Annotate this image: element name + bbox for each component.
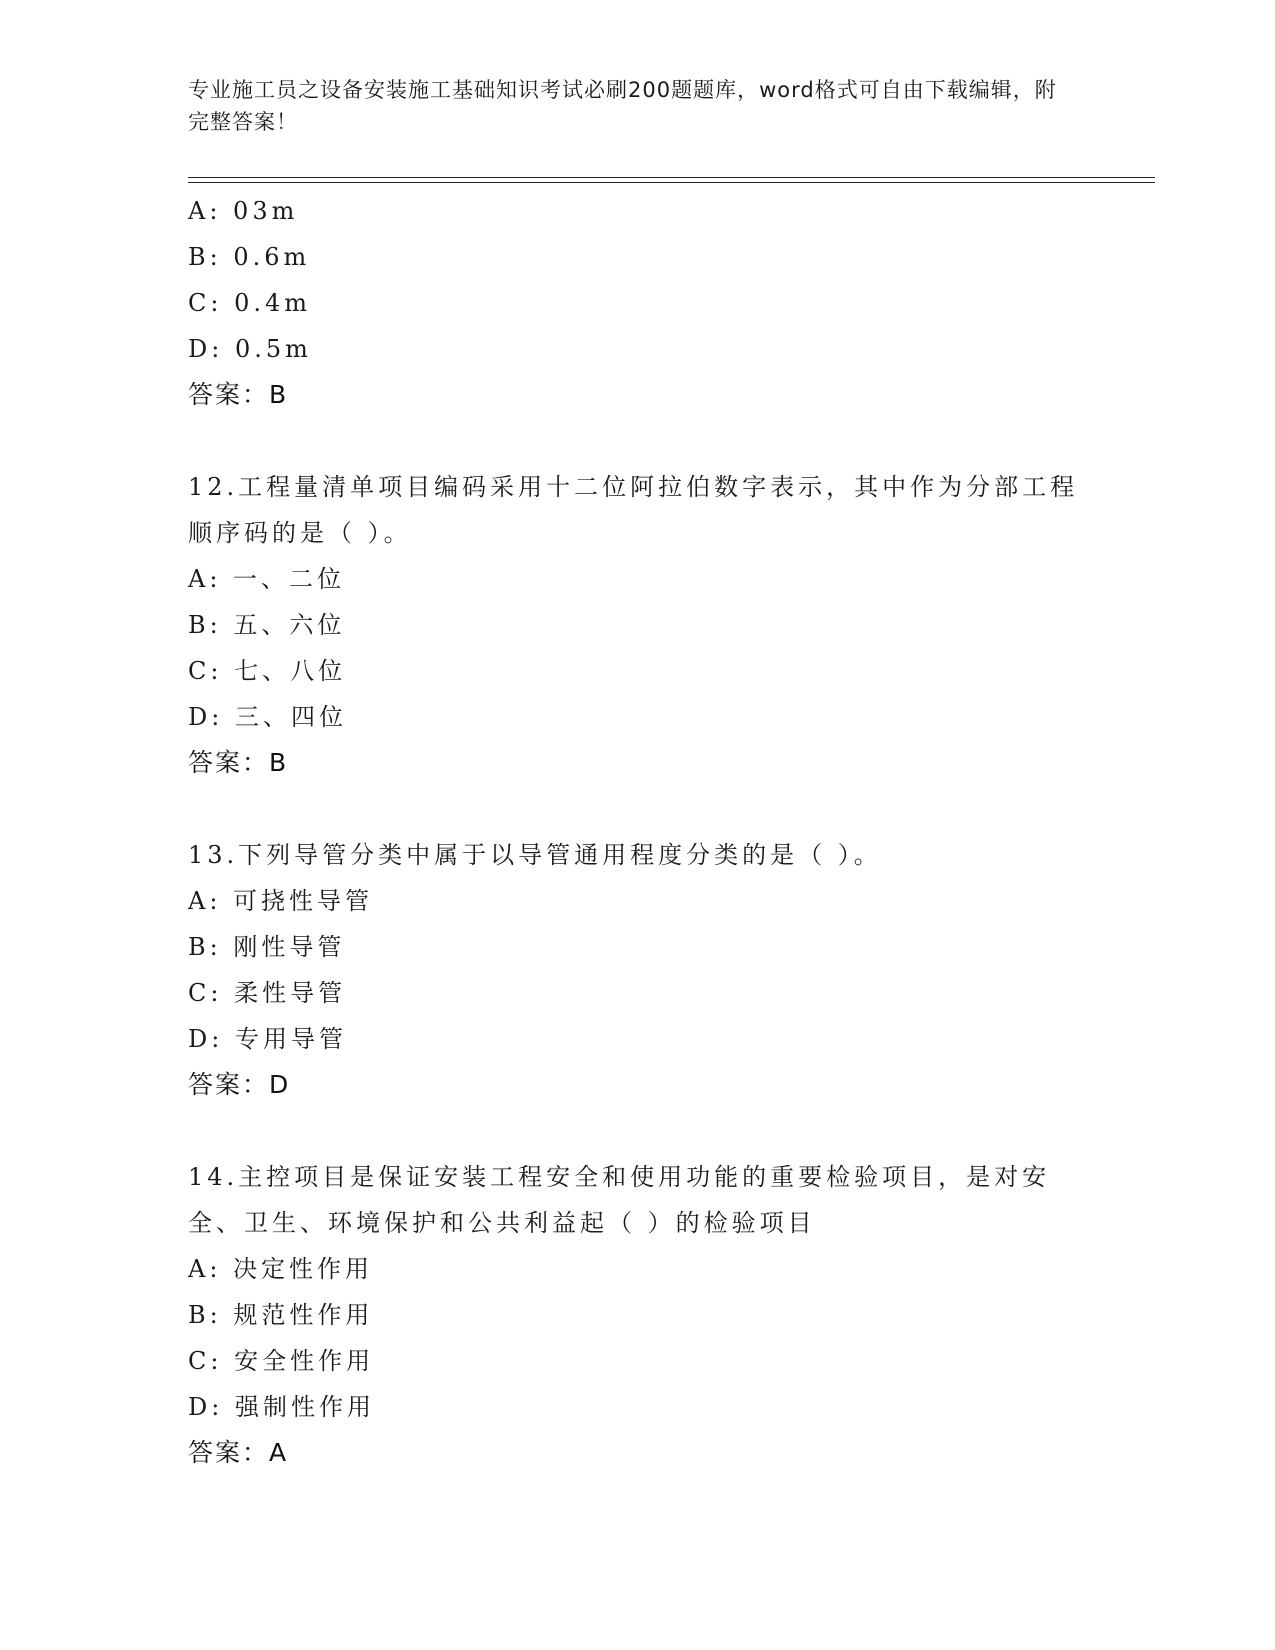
option-c: C: 安全性作用 [188, 1347, 375, 1375]
option-b: B: 五、六位 [188, 611, 346, 639]
option-d: D: 强制性作用 [188, 1393, 375, 1421]
option-b: B: 刚性导管 [188, 933, 346, 961]
question-block-11 [188, 188, 1088, 418]
question-list [188, 188, 1088, 1476]
answer-line: 答案：B [188, 380, 289, 409]
option-c: C: 七、八位 [188, 657, 347, 685]
header-divider-top [188, 177, 1155, 178]
question-block-12 [188, 464, 1088, 786]
option-b: B: 0.6m [188, 243, 311, 271]
question-block-14 [188, 1154, 1088, 1476]
answer-line: 答案：A [188, 1438, 289, 1467]
option-c: C: 0.4m [188, 289, 312, 317]
option-a: A: 可挠性导管 [188, 887, 374, 915]
header-divider-bottom [188, 182, 1155, 183]
option-d: D: 专用导管 [188, 1025, 347, 1053]
question-text: 12.工程量清单项目编码采用十二位阿拉伯数字表示，其中作为分部工程顺序码的是（ ）。 [188, 473, 1079, 547]
option-c: C: 柔性导管 [188, 979, 347, 1007]
answer-line: 答案：D [188, 1070, 291, 1099]
question-text: 14.主控项目是保证安装工程安全和使用功能的重要检验项目，是对安全、卫生、环境保护和公共利益起（ ）的检验项目 [188, 1163, 1051, 1237]
option-a: A: 一、二位 [188, 565, 346, 593]
answer-line: 答案：B [188, 748, 289, 777]
option-d: D: 三、四位 [188, 703, 347, 731]
option-a: A: 决定性作用 [188, 1255, 374, 1283]
document-header: 专业施工员之设备安装施工基础知识考试必刷200题题库，word格式可自由下载编辑，附完整答案！ [188, 78, 1057, 134]
question-text: 13.下列导管分类中属于以导管通用程度分类的是（ ）。 [188, 841, 882, 869]
option-d: D: 0.5m [188, 335, 312, 363]
option-b: B: 规范性作用 [188, 1301, 374, 1329]
question-block-13 [188, 832, 1088, 1108]
option-a: A: 03m [188, 197, 299, 225]
